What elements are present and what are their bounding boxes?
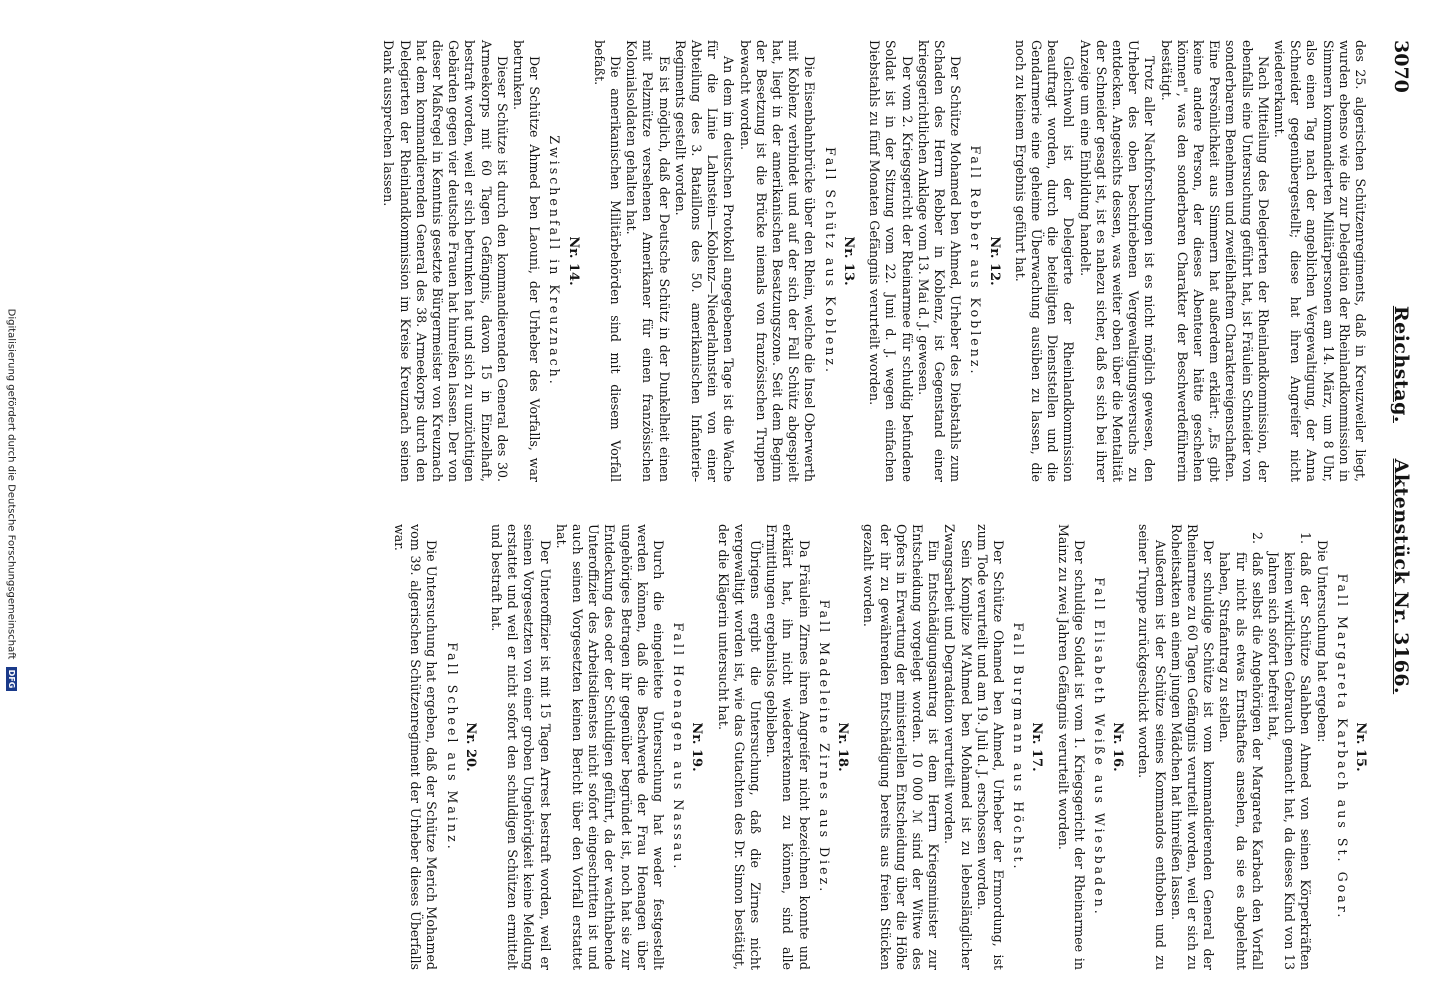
section-number: Nr. 12. [986,236,1002,286]
case-heading: Fall Schütz aus Koblenz. [822,146,838,376]
section-number: Nr. 17. [1029,722,1045,772]
footer [6,0,18,1000]
case-heading: Fall Madeleine Zirnes aus Diez. [816,599,832,895]
left-column [380,40,1368,482]
section-number: Nr. 13. [840,236,856,286]
paragraph: Die Untersuchung hat ergeben: [1314,540,1330,743]
list-item-text: daß der Schütze Salahben Ahmed von seinen Körperkräften keinen wirklichen Gebrauch gemacht hat, da dieses Kind von 13 Jahren sich sofort befreit hat, [1265,552,1314,970]
paragraph: An dem im deutschen Protokoll angegebenen Tage ist die Wache für die Linie Lahnstein—Koblenz—Niederlahnstein von einer Abteilung des 3. Bataillons des 50. amerikanischen Infanterie-Regiments gestellt worden. [672,40,737,482]
section-number: Nr. 15. [1353,722,1368,772]
paragraph: Gleichwohl ist der Delegierte der Rheinlandkommission beauftragt worden, durch die beteiligten Dienststellen und die Gendarmerie eine geheime Überwachung ausüben zu lassen, die noch zu keinem Ergebnis geführt hat. [1012,40,1077,482]
footer-text: Digitalisierung gefördert durch die Deutsche Forschungsgemeinschaft [6,308,17,660]
right-column [391,524,1368,970]
section-number: Nr. 19. [689,722,705,772]
paragraph: Übrigens ergibt die Untersuchung, daß die Zirnes nicht vergewaltigt worden ist, wie das Gutachten des Dr. Simon bestätigt, der die Klägerin untersucht hat. [715,524,764,970]
page-title [1390,40,1412,960]
paragraph: Durch die eingeleitete Untersuchung hat weder festgestellt werden können, daß die Beschwerde der Frau Hoenagen über ungehöriges Betragen ihr gegenüber begründet ist, noch hat sie zur Entdeckung des oder der Schuldigen geführt, da der wachthabende Unteroffizier des Arbeitsdienstes nicht sofort eingeschritten ist und auch seinen Vorgesetzten keinen Bericht über den Vorfall erstattet hat. [553,524,667,970]
section-number: Nr. 18. [835,722,851,772]
list-item [1216,524,1265,970]
title-reichstag: Reichstag. [1390,305,1412,423]
section-number: Nr. 16. [1110,722,1126,772]
title-aktenstueck: Aktenstück Nr. 3166. [1390,458,1412,695]
case-heading: Fall Margareta Karbach aus St. Goar. [1334,573,1350,921]
section-number: Nr. 20. [462,722,478,772]
paragraph: Dieser Schütze ist durch den kommandierenden General des 30. Armeekorps mit 60 Tagen Gefängnis, davon 15 in Einzelhaft, bestraft worden, weil er sich betrunken hat und sich zu unzüchtigen Gebärden gegen vier deutsche Frauen hat hinreißen lassen. Der von dieser Maßregel in Kenntnis gesetzte Bürgermeister von Kreuznach hat dem kommandierenden General des 38. Armeekorps durch den Delegierten der Rheinlandkommission im Kreise Kreuznach seinen Dank aussprechen lassen. [381,40,510,482]
list-item-number: 1. [1298,532,1314,545]
paragraph: Die Eisenbahnbrücke über den Rhein, welche die Insel Oberwerth mit Koblenz verbindet und auf der sich der Fall Schütz abgespielt hat, liegt in der amerikanischen Besatzungszone. Seit dem Beginn der Besetzung ist die Brücke niemals von französischen Truppen bewacht worden. [737,40,818,482]
list-item [1265,524,1314,970]
paragraph: Der Schütze Ahmed ben Laouni, der Urheber des Vorfalls, war betrunken. [511,40,543,482]
case-heading: Fall Hoenagen aus Nassau. [671,622,687,872]
paragraph: Sein Komplize M'Ahmed ben Mohamed ist zu lebenslänglicher Zwangsarbeit und Degradation verurteilt worden. [942,524,974,970]
paragraph: Nach Mitteilung des Delegierten der Rheinlandkommission, der ebenfalls eine Untersuchung geführt hat, ist Fräulein Schneider von sonderbarem Benehmen und zweifelhaftem Charaktereigenschaften. Eine Persönlichkeit aus Simmern hat außerdem erklärt: „Es gibt keine andere Person, der dieses Abenteuer hätte geschehen können", was den sonderbaren Charakter der Beschwerdeführerin bestätigt. [1158,40,1271,482]
case-heading: Fall Rebber aus Koblenz. [968,145,984,377]
section-number: Nr. 14. [565,236,581,286]
paragraph: Da Fräulein Zirnes ihren Angreifer nicht bezeichnen konnte und erklärt hat, ihn nicht wiedererkennen zu können, sind alle Ermittlungen ergebnislos geblieben. [764,524,812,970]
paragraph: Es ist möglich, daß der Deutsche Schütz in der Dunkelheit einen mit Pelzmütze versehenen Amerikaner für einen französischen Kolonialsoldaten gehalten hat. [624,40,672,482]
paragraph: Ein Entschädigungsantrag ist dem Herrn Kriegsminister zur Entscheidung vorgelegt worden. 10 000 ℳ sind der Witwe des Opfers in Erwartung der ministeriellen Entscheidung über die Höhe der ihr zu gewährenden Entschädigung bereits aus freien Stücken gezahlt worden. [861,524,942,970]
list-item-text: daß selbst die Angehörigen der Margareta Karbach den Vorfall für nicht als etwas Ernsthaftes ansehen, da sie es abgelehnt haben, Strafantrag zu stellen. [1217,552,1265,970]
case-heading: Fall Burgmann aus Höchst. [1011,622,1027,872]
paragraph: Der Schütze Ohamed ben Ahmed, Urheber der Ermordung, ist zum Tode verurteilt und am 19. Juli d. J. erschossen worden. [974,524,1006,970]
page-header [1384,40,1412,960]
paragraph: des 25. algerischen Schützenregiments, daß in Kreuzweiler liegt, wurden ebenso wie die zur Delegation der Rheinlandkommission in Simmern kommandierten Militärpersonen am 14. März, um 8 Uhr, also einen Tag nach der angeblichen Vergewaltigung, der Anna Schneider gegenübergestellt; diese hat ihren Angreifer nicht wiedererkannt. [1271,40,1368,482]
list-item-number: 2. [1249,532,1265,545]
paragraph: Der Schütze Mohamed ben Ahmed, Urheber des Diebstahls zum Schaden des Herrn Rebber in Koblenz, ist Gegenstand einer kriegsgerichtlichen Anklage vom 13. Mai d. J. gewesen. [915,40,964,482]
case-heading: Fall Scheel aus Mainz. [444,642,460,852]
paragraph: Der schuldige Schütze ist vom kommandierenden General der Rheinarmee zu 60 Tagen Gefängnis verurteilt worden, weil er sich zu Roheitsakten an einem jungen Mädchen hat hinreißen lassen. [1168,524,1217,970]
paragraph: Außerdem ist der Schütze seines Kommandos enthoben und zu seiner Truppe zurückgeschickt worden. [1136,524,1168,970]
case-heading: Fall Elisabeth Weiße aus Wiesbaden. [1091,577,1107,917]
paragraph: Der Unteroffizier ist mit 15 Tagen Arrest bestraft worden, weil er seinen Vorgesetzten von einer groben Ungehörigkeit keine Meldung erstattet und weil er nicht sofort den schuldigen Schützen ermittelt und bestraft hat. [489,524,553,970]
dfg-logo: DFG [7,667,18,692]
paragraph: Der vom 2. Kriegsgericht der Rheinarmee für schuldig befundene Soldat ist in der Sitzung vom 22. Juni d. J. wegen einfachen Diebstahls zu fünf Monaten Gefängnis verurteilt worden. [867,40,915,482]
paragraph: Die Untersuchung hat ergeben, daß der Schütze Merich Mohamed vom 39. algerischen Schützenregiment der Urheber dieses Überfalls war. [392,524,440,970]
paragraph: Trotz aller Nachforschungen ist es nicht möglich gewesen, den Urheber des oben beschriebenen Vergewaltigungsversuchs zu entdecken. Angesichts dessen, was weiter oben über die Mentalität der Schneider gesagt ist, ist es nahezu sicher, daß es sich bei ihrer Anzeige um eine Einbildung handelt. [1077,40,1158,482]
paragraph: Die amerikanischen Militärbehörden sind mit diesem Vorfall befaßt. [591,40,624,482]
case-heading: Zwischenfall in Kreuznach. [547,135,563,387]
page-number: 3070 [1390,40,1412,93]
paragraph: Der schuldige Soldat ist vom 1. Kriegsgericht der Rheinarmee in Mainz zu zwei Jahren Gefängnis verurteilt worden. [1055,524,1087,970]
